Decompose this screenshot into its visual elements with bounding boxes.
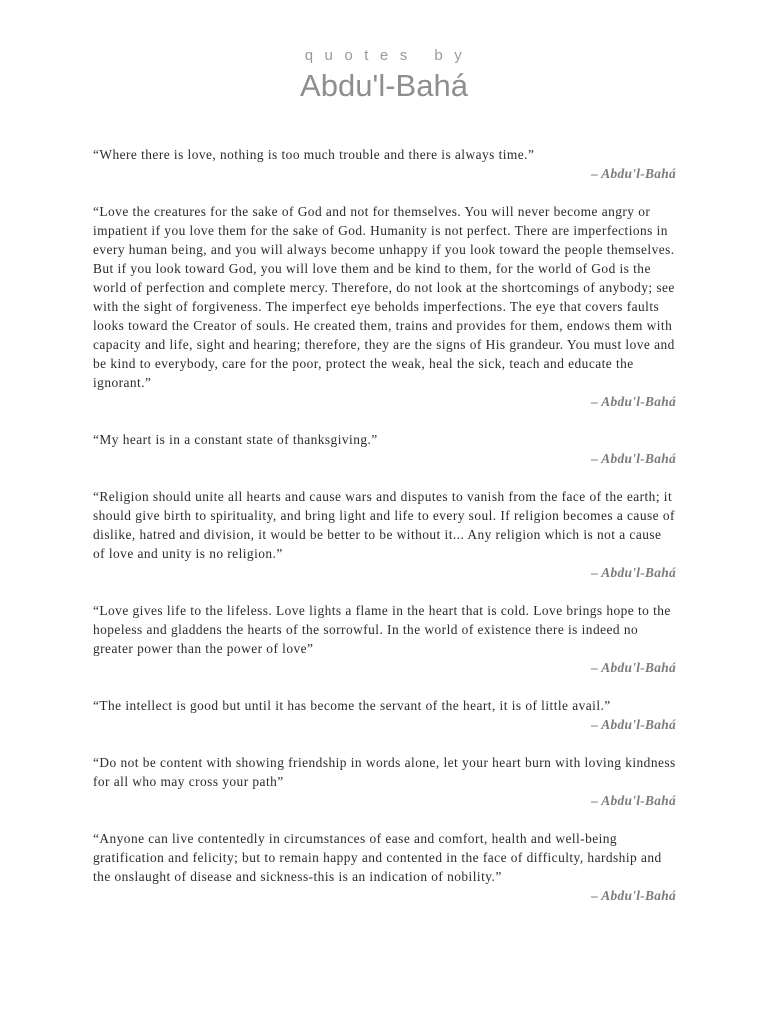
page-title: Abdu'l-Bahá [300,68,468,103]
quote-text: “Anyone can live contentedly in circumstances of ease and comfort, health and well-being gratification and felicity; but to remain happy and contented in the face of difficulty, hardship and the onslaught of disease and sickness-this is an indication of nobility.” [93,831,662,884]
quote-author: – Abdu'l-Bahá [591,717,676,732]
quote-text: “The intellect is good but until it has become the servant of the heart, it is of little avail.” [93,698,611,713]
quote-item [93,601,676,677]
quote-item [93,430,676,468]
quote-author: – Abdu'l-Bahá [591,888,676,903]
quote-text: “My heart is in a constant state of thanksgiving.” [93,432,378,447]
quote-item [93,696,676,734]
quote-text: “Where there is love, nothing is too much trouble and there is always time.” [93,147,535,162]
quote-item [93,202,676,411]
quote-text: “Love the creatures for the sake of God and not for themselves. You will never become angry or impatient if you love them for the sake of God. Humanity is not perfect. There are imperfections in every human being, and you will always become unhappy if you look toward the people themselves. But if you look toward God, you will love them and be kind to them, for the world of God is the world of perfection and complete mercy. Therefore, do not look at the shortcomings of anybody; see with the sight of forgiveness. The imperfect eye beholds imperfections. The eye that covers faults looks toward the Creator of souls. He created them, trains and provides for them, endows them with capacity and life, sight and hearing; therefore, they are the signs of His grandeur. You must love and be kind to everybody, care for the poor, protect the weak, heal the sick, teach and educate the ignorant.” [93,204,675,390]
quote-author: – Abdu'l-Bahá [591,451,676,466]
quote-item [93,487,676,582]
quote-text: “Do not be content with showing friendship in words alone, let your heart burn with loving kindness for all who may cross your path” [93,755,676,789]
quote-author: – Abdu'l-Bahá [591,565,676,580]
quote-list [93,145,676,924]
quote-text: “Love gives life to the lifeless. Love lights a flame in the heart that is cold. Love brings hope to the hopeless and gladdens the hearts of the sorrowful. In the world of existence there is indeed no greater power than the power of love” [93,603,671,656]
quote-author: – Abdu'l-Bahá [591,660,676,675]
page-subtitle: quotes by [304,47,474,64]
quote-item [93,829,676,905]
quote-item [93,753,676,810]
quote-author: – Abdu'l-Bahá [591,166,676,181]
quote-author: – Abdu'l-Bahá [591,793,676,808]
quote-author: – Abdu'l-Bahá [591,394,676,409]
quote-text: “Religion should unite all hearts and cause wars and disputes to vanish from the face of the earth; it should give birth to spirituality, and bring light and life to every soul. If religion becomes a cause of dislike, hatred and division, it would be better to be without it... Any religion which is not a cause of love and unity is no religion.” [93,489,675,561]
quote-item [93,145,676,183]
page-header [0,46,768,104]
